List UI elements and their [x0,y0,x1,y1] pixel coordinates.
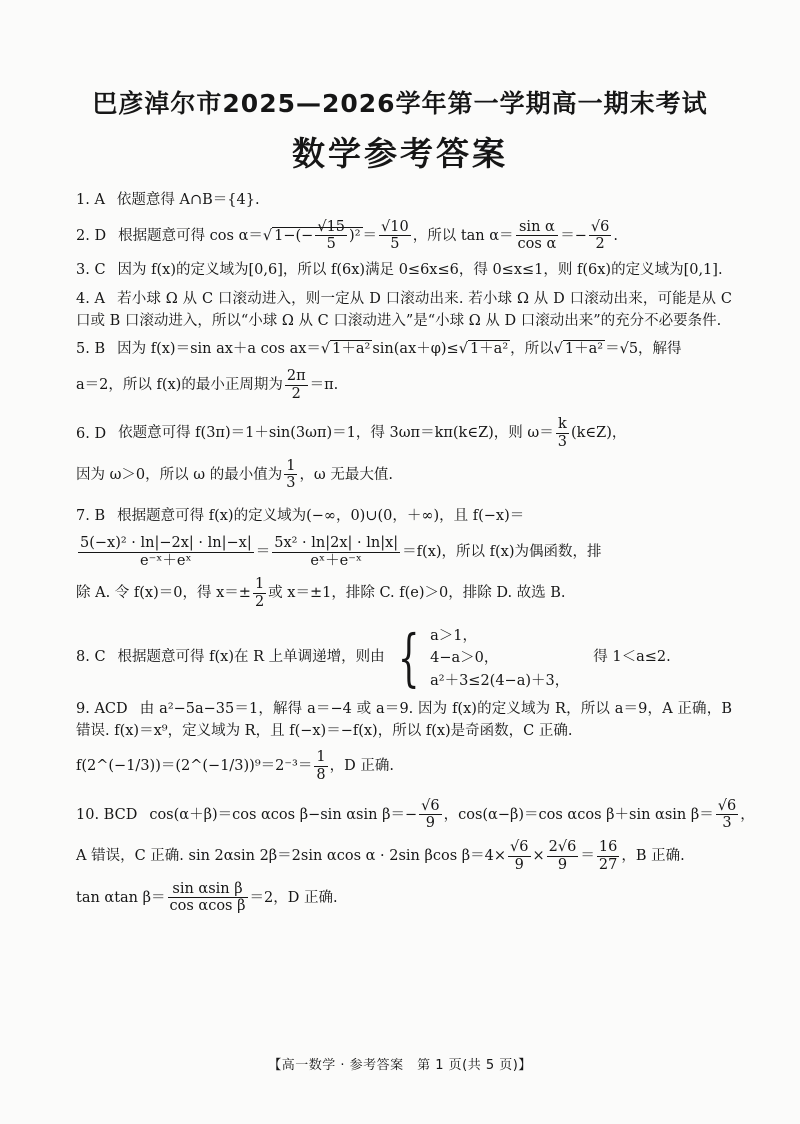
answer-text: ＝π. [309,377,339,394]
answer-text: ， [740,806,755,823]
answer-text: ，cos(α−β)＝cos αcos β＋sin αsin β＝ [443,806,714,823]
answer-text: ，ω 无最大值. [299,466,393,483]
numerator: √10 [381,218,409,235]
denominator: 9 [425,815,435,832]
answer-label: 7. B [76,508,106,525]
answer-label: 1. A [76,192,105,208]
radical-text: 1＋a² [332,341,371,358]
answer-text: ，B 正确. [621,848,685,865]
denominator: 9 [514,856,524,873]
answer-label: 2. D [76,227,107,244]
exam-title: 巴彦淖尔市2025—2026学年第一学期高一期末考试 [92,89,708,118]
fraction [516,219,559,253]
answer-text: ＝√5，解得 [605,341,682,358]
denominator: 27 [598,856,618,873]
numerator: 2π [286,368,306,385]
answer-text: ＝f(x)，所以 f(x)为偶函数，排 [402,544,602,561]
answer-label: 5. B [76,341,106,358]
fraction [78,535,254,569]
fraction [314,749,327,783]
answer-text: 依题意得 A∩B＝{4}. [116,192,260,208]
denominator: cos αcos β [169,898,246,915]
answer-10 [76,797,755,832]
answer-text: tan αtan β＝ [76,889,166,906]
answer-text: . [613,227,618,244]
fraction [589,219,611,253]
answer-5 [76,339,732,361]
answer-label: 3. C [76,262,106,279]
fraction [253,576,266,610]
inequality: a²＋3≤2(4−a)＋3， [430,672,570,689]
answer-text: ＝ [362,227,378,244]
fraction [716,798,738,832]
answer-text: 由 a²−5a−35＝1，解得 a＝−4 或 a＝9. 因为 f(x)的定义域为 R，所以 a＝9，A 正确，B 错误. f(x)＝x⁹，定义域为 R，且 f(−x)＝−f(x)，所以 f(x)是奇函数，C 正确. [76,700,732,739]
answer-text: a＝2，所以 f(x)的最小正周期为 [76,377,283,394]
answer-key-title: 数学参考答案 [292,134,508,173]
radical-text: 1＋a² [469,341,509,358]
answer-text: × [532,848,545,865]
answer-7-cont2 [76,576,732,610]
answer-text: 除 A. 令 f(x)＝0，得 x＝± [76,585,251,602]
answer-text: A 错误，C 正确. sin 2αsin 2β＝2sin αcos α · 2sin βcos β＝4× [76,848,507,865]
answer-text: 依题意可得 f(3π)＝1＋sin(3ωπ)＝1，得 3ωπ＝kπ(k∈Z)，则 ω＝ [118,425,554,442]
denominator: 2 [595,236,605,253]
numerator: 2√6 [548,839,577,856]
inequality: 4−a＞0， [430,650,499,667]
radical-text: )² [349,227,361,244]
answer-text: ＝2，D 正确. [249,889,338,906]
answer-label: 4. A [76,290,105,307]
answer-label: 6. D [76,425,107,442]
denominator: 3 [722,815,732,832]
answer-7-cont: $\frac{\text{5(−x)² · ln|−2x| · ln|−x|}}{\text{e⁻ˣ＋eˣ}}$ ＝ $\frac{\text{5x² · ln|2x| · ln|x|}}{\text{eˣ＋e⁻ˣ}}$ ＝f(x)，所以 f(x)为偶函数，排 [80,534,602,569]
answer-9-cont [76,749,732,783]
numerator: √6 [510,839,529,856]
numerator: √6 [590,218,610,235]
answer-text: 或 x＝±1，排除 C. f(e)＞0，排除 D. 故选 B. [268,585,566,602]
answer-text: 根据题意可得 f(x)在 R 上单调递增，则由 [117,649,385,666]
fraction [379,219,411,253]
answer-4 [76,289,732,333]
answer-5-cont [76,368,732,402]
answer-text: 因为 ω＞0，所以 ω 的最小值为 [76,466,283,483]
numerator: 16 [598,839,618,856]
answer-text: 得 1＜a≤2. [593,649,671,666]
answer-label: 8. C [76,649,106,666]
numerator: 1 [254,576,265,593]
numerator: 5x² · ln|2x| · ln|x| [274,534,399,551]
answer-text: (k∈Z)， [570,425,627,442]
radical-text: 1−(− [274,227,314,244]
numerator: 5(−x)² · ln|−2x| · ln|−x| [80,534,252,551]
answer-6-cont [76,458,732,492]
answer-text: 根据题意可得 cos α＝ [118,227,263,244]
answer-label: 9. ACD [76,700,128,717]
radical: √ 1＋a² [458,341,509,358]
numerator: sin αsin β [168,881,248,899]
denominator: 2 [291,385,301,402]
denominator: eˣ＋e⁻ˣ [310,552,362,569]
denominator: 3 [557,434,567,451]
answer-text: 因为 f(x)的定义域为[0,6]，所以 f(6x)满足 0≤6x≤6，得 0≤x≤1，则 f(6x)的定义域为[0,1]. [117,262,723,279]
denominator: 5 [390,236,400,253]
left-brace: { [397,621,420,695]
fraction [315,219,347,253]
answer-6 [76,416,732,450]
numerator: √6 [421,797,440,814]
answer-8 [76,621,732,695]
answer-text: ，所以 tan α＝ [412,227,514,244]
answer-list [76,190,755,922]
fraction [556,416,569,450]
numerator: 1 [286,457,296,474]
denominator: 2 [254,593,265,610]
numerator: 1 [316,749,326,766]
answer-3 [76,260,732,282]
radical: √ 1−(− $\frac{√15}{5}$ )² [262,218,361,253]
answer-10-cont [76,839,732,873]
denominator: 3 [286,475,296,492]
denominator: 5 [326,236,336,253]
answer-text: 根据题意可得 f(x)的定义域为(−∞，0)∪(0，＋∞)，且 f(−x)＝ [117,508,525,525]
answer-10-cont2 [76,881,732,915]
numerator: √6 [717,797,737,814]
answer-text: 因为 f(x)＝sin ax＋a cos ax＝ [117,341,321,358]
inequality: a＞1， [430,627,477,644]
fraction [597,839,619,873]
answer-7 [76,506,732,528]
answer-text: 若小球 Ω 从 C 口滚动进入，则一定从 D 口滚动出来. 若小球 Ω 从 D 口滚动出来，可能是从 C 口或 B 口滚动进入，所以“小球 Ω 从 C 口滚动进入”是“小球 Ω 从 D 口滚动出来”的充分不必要条件. [76,290,732,329]
answer-text: cos(α＋β)＝cos αcos β−sin αsin β＝− [149,806,418,823]
answer-text: sin(ax＋φ)≤ [372,341,459,358]
answer-2 [76,219,732,253]
answer-9 [76,699,732,743]
denominator: e⁻ˣ＋eˣ [140,552,192,569]
answer-1 [76,190,732,212]
page-footer: 【高一数学 · 参考答案 第 1 页(共 5 页)】 [268,1058,532,1073]
denominator: 8 [316,767,326,784]
answer-label: 10. BCD [76,806,138,823]
denominator: 9 [557,856,568,873]
numerator: sin α [516,219,559,237]
fraction [419,798,441,832]
fraction [508,839,530,873]
inequality-system [430,625,569,692]
fraction [168,881,248,915]
answer-text: ，D 正确. [329,758,394,775]
answer-text: f(2^(−1/3))＝(2^(−1/3))⁹＝2⁻³＝ [76,758,313,775]
radical-text: 1＋a² [564,341,604,358]
fraction [285,368,308,402]
answer-text: ，所以 [510,341,554,358]
radical: √ 1＋a² [320,341,371,358]
answer-text: ＝ [580,848,595,865]
denominator: cos α [517,236,557,253]
numerator: k [556,416,569,434]
fraction [272,535,400,569]
fraction [547,839,579,873]
fraction [284,458,297,492]
radical: √ 1＋a² [553,341,604,358]
answer-text: ＝− [560,227,587,244]
numerator: √15 [317,218,346,235]
